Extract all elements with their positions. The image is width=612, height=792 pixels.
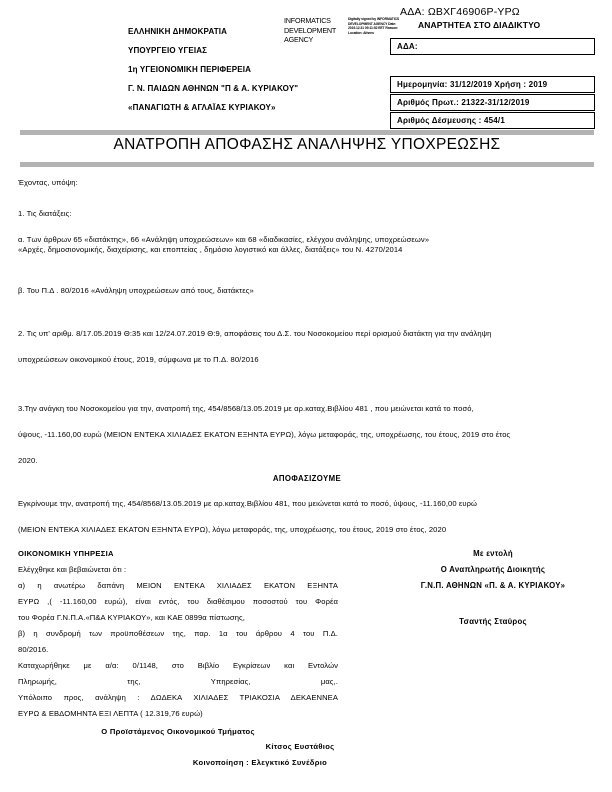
clause-3-line-2: ύψους, -11.160,00 ευρώ (ΜΕΙΟΝ ΕΝΤΕΚΑ ΧΙΛΙΑΔΕΣ ΕΚΑΤΟΝ ΕΞΗΝΤΑ ΕΥΡΩ), λόγω μεταφοράς, της, υποχρέωσης, του έτους, 2019 στο έτος (18, 430, 511, 439)
footer-cc-line: Κοινοποίηση : Ελεγκτικό Συνέδριο (192, 758, 328, 767)
field-protocol-box: Αριθμός Πρωτ.: 21322-31/12/2019 (390, 94, 595, 111)
decision-heading: ΑΠΟΦΑΣΙΖΟΥΜΕ (272, 474, 342, 483)
clause-1a-line-2: «Αρχές, δημοσιονομικής, διαχείρισης, και εποπτείας , δημόσιο λογιστικό και άλλες, διατάξεις» του Ν. 4270/2014 (18, 245, 403, 254)
title-rule-bottom (20, 162, 594, 167)
clause-2 (18, 329, 586, 365)
authority-block (380, 546, 606, 594)
clause-3-line-1: 3.Την ανάγκη του Νοσοκομείου για την, ανατροπή της, 454/8568/13.05.2019 με αρ.καταχ.Βιβλίου 481 , που μειώνεται κατά το ποσό, (18, 404, 474, 413)
financial-register-line-1: Καταχωρήθηκε με α/α: 0/1148, στο Βιβλίο Εγκρίσεων και Εντολών (18, 661, 338, 670)
financial-signature-role: Ο Προϊστάμενος Οικονομικού Τμήματος (101, 727, 255, 736)
intro-line: Έχοντας, υπόψη: (18, 178, 78, 187)
stamp-agency-label: INFORMATICS DEVELOPMENT AGENCY (284, 16, 336, 44)
ada-code: ΑΔΑ: ΩΒΧΓ46906Ρ-ΥΡΩ (400, 6, 520, 18)
financial-register-line-2: Πληρωμής, της, Υπηρεσίας, μας,. (18, 677, 338, 686)
footer-signer-name: Κίτσος Ευστάθιος (265, 742, 335, 751)
field-ada-box: ΑΔΑ: (390, 38, 595, 55)
clause-3-spacer-2 (18, 440, 586, 456)
approval-line-2: (ΜΕΙΟΝ ΕΝΤΕΚΑ ΧΙΛΙΑΔΕΣ ΕΚΑΤΟΝ ΕΞΗΝΤΑ ΕΥΡΩ), λόγω μεταφοράς, της, υποχρέωσης, του έτους, 2019 στο έτος, 2020 (18, 525, 447, 534)
authority-line-3: Γ.Ν.Π. ΑΘΗΝΩΝ «Π. & Α. ΚΥΡΙΑΚΟΥ» (420, 581, 566, 590)
financial-service-heading: ΟΙΚΟΝΟΜΙΚΗ ΥΠΗΡΕΣΙΑ (18, 549, 114, 558)
financial-line-b1: β) η συνδρομή των προϋποθέσεων της, παρ. 1α του άρθρου 4 του Π.Δ. (18, 629, 338, 638)
approval-spacer (18, 509, 586, 525)
clause-3-spacer-1 (18, 414, 586, 430)
org-line-5: «ΠΑΝΑΓΙΩΤΗ & ΑΓΛΑΪΑΣ ΚΥΡΙΑΚΟΥ» (128, 103, 276, 112)
title-rule-top (20, 130, 594, 135)
clause-1-heading (18, 209, 318, 219)
clause-2-line-1: 2. Τις υπ' αριθμ. 8/17.05.2019 Θ:35 και 12/24.07.2019 Θ:9, αποφάσεις του Δ.Σ. του Νοσοκομείου περί ορισμού διατάκτη για την ανάληψη (18, 329, 492, 338)
stamp-signature-detail: Digitally signed by INFORMATICS DEVELOPMENT AGENCY Date: 2019.12.31 09:11:52 EET Reason: Location: Athens (348, 17, 400, 35)
authority-line-1: Με εντολή (473, 549, 513, 558)
field-commitment-box: Αριθμός Δέσμευσης : 454/1 (390, 112, 595, 129)
org-line-1: ΕΛΛΗΝΙΚΗ ΔΗΜΟΚΡΑΤΙΑ (128, 27, 228, 36)
authority-signer-name: Τσαντής Σταύρος (459, 617, 527, 626)
financial-line-a1: α) η ανωτέρω δαπάνη ΜΕΙΟΝ ΕΝΤΕΚΑ ΧΙΛΙΑΔΕΣ ΕΚΑΤΟΝ ΕΞΗΝΤΑ (18, 581, 338, 590)
financial-line-b2: 80/2016. (18, 645, 49, 654)
org-line-4: Γ. Ν. ΠΑΙΔΩΝ ΑΘΗΝΩΝ "Π & Α. ΚΥΡΙΑΚΟΥ" (128, 84, 299, 93)
financial-balance-line-1: Υπόλοιπο προς, ανάληψη : ΔΩΔΕΚΑ ΧΙΛΙΑΔΕΣ ΤΡΙΑΚΟΣΙΑ ΔΕΚΑΕΝΝΕΑ (18, 693, 338, 702)
page-title: ΑΝΑΤΡΟΠΗ ΑΠΟΦΑΣΗΣ ΑΝΑΛΗΨΗΣ ΥΠΟΧΡΕΩΣΗΣ (113, 136, 501, 153)
org-line-2: ΥΠΟΥΡΓΕΙΟ ΥΓΕΙΑΣ (128, 46, 208, 55)
clause-2-line-2: υποχρεώσεων οικονομικού έτους, 2019, σύμφωνα με το Π.Δ. 80/2016 (18, 355, 259, 364)
financial-balance-line-2: ΕΥΡΩ & ΕΒΔΟΜΗΝΤΑ ΕΞΙ ΛΕΠΤΑ ( 12.319,76 ευρώ) (18, 709, 203, 718)
clause-3-line-3: 2020. (18, 456, 38, 465)
clause-1-heading-line: 1. Τις διατάξεις: (18, 209, 72, 218)
publication-notice: ΑΝΑΡΤΗΤΕΑ ΣΤΟ ΔΙΑΔΙΚΤΥΟ (418, 20, 541, 30)
intro-text (18, 178, 318, 188)
financial-line-a2: ΕΥΡΩ ,( -11.160,00 ευρώ), είναι εντός, του διαθέσιμου ποσοστού του Φορέα (18, 597, 338, 606)
clause-1b-line: β. Του Π.Δ . 80/2016 «Ανάληψη υποχρεώσεων από τους, διατάκτες» (18, 286, 254, 295)
clause-1b (18, 286, 418, 296)
financial-line-a3: του Φορέα Γ.Ν.Π.Α.«Π&Α ΚΥΡΙΑΚΟΥ», και ΚΑΕ 0899α πίστωσης, (18, 613, 245, 622)
clause-1a-line-1: α. Των άρθρων 65 «διατάκτης», 66 «Ανάληψη υποχρεώσεων» και 68 «διαδικασίες, ελέγχου ανάληψης, υποχρεώσεων» (18, 235, 430, 244)
approval-line-1: Εγκρίνουμε την, ανατροπή της, 454/8568/13.05.2019 με αρ.καταχ.Βιβλίου 481, που μειώνεται κατά το ποσό, ύψους, -11.160,00 ευρώ (18, 499, 478, 508)
financial-certified-line: Ελέγχθηκε και βεβαιώνεται ότι : (18, 565, 127, 574)
authority-line-2: Ο Αναπληρωτής Διοικητής (440, 565, 546, 574)
org-line-3: 1η ΥΓΕΙΟΝΟΜΙΚΗ ΠΕΡΙΦΕΡΕΙΑ (128, 65, 251, 74)
field-date-box: Ημερομηνία: 31/12/2019 Χρήση : 2019 (390, 76, 595, 93)
digital-signature-stamp (284, 16, 402, 56)
clause-3 (18, 404, 586, 466)
clause-2-spacer (18, 339, 586, 355)
approval-paragraph (18, 499, 586, 535)
financial-service-block (18, 546, 338, 740)
clause-1a (18, 235, 586, 255)
organization-block (128, 22, 298, 117)
